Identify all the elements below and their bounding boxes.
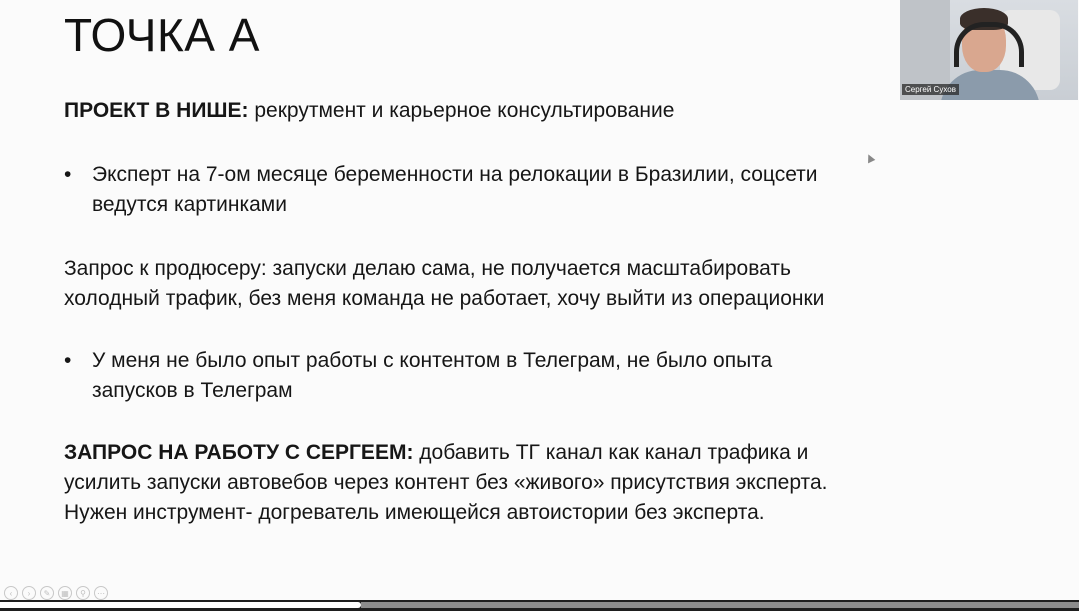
slide-controls [4, 586, 108, 600]
slide-title: ТОЧКА А [64, 9, 260, 61]
project-niche-text: рекрутмент и карьерное консультирование [248, 99, 675, 122]
project-niche-label: ПРОЕКТ В НИШЕ: [64, 99, 249, 122]
bullet-expert [64, 160, 818, 220]
grid-icon[interactable]: ▦ [58, 586, 72, 600]
participant-name: Сергей Сухов [902, 84, 959, 95]
sergey-request-line2: усилить запуски автовебов через контент без «живого» присутствия эксперта. [64, 471, 828, 494]
video-progress-remaining [361, 602, 1079, 608]
producer-request-line2: холодный трафик, без меня команда не работает, хочу выйти из операционки [64, 287, 825, 310]
bullet-marker: • [64, 163, 72, 186]
back-icon[interactable]: ‹ [4, 586, 18, 600]
bullet-marker: • [64, 349, 72, 372]
video-progress-bar[interactable] [0, 600, 1079, 611]
sergey-request-line1: добавить ТГ канал как канал трафика и [413, 441, 809, 464]
bullet-expert-line2: ведутся картинками [92, 193, 287, 216]
zoom-icon[interactable]: ⚲ [76, 586, 90, 600]
bullet-telegram [64, 346, 772, 406]
pencil-icon[interactable]: ✎ [40, 586, 54, 600]
sergey-request [64, 438, 827, 528]
project-niche [64, 96, 674, 126]
sergey-request-label: ЗАПРОС НА РАБОТУ С СЕРГЕЕМ: [64, 441, 414, 464]
mouse-cursor-icon [865, 153, 876, 164]
bullet-expert-line1: Эксперт на 7-ом месяце беременности на релокации в Бразилии, соцсети [92, 163, 818, 186]
play-icon[interactable]: › [22, 586, 36, 600]
headset-icon [954, 22, 1024, 67]
more-icon[interactable]: ⋯ [94, 586, 108, 600]
sergey-request-line3: Нужен инструмент- догреватель имеющейся автоистории без эксперта. [64, 501, 765, 524]
bullet-telegram-line2: запусков в Телеграм [92, 379, 293, 402]
bullet-telegram-line1: У меня не было опыт работы с контентом в Телеграм, не было опыта [92, 349, 773, 372]
video-progress-fill [0, 602, 361, 608]
producer-request [64, 254, 824, 314]
producer-request-line1: Запрос к продюсеру: запуски делаю сама, не получается масштабировать [64, 257, 791, 280]
webcam-video[interactable] [900, 0, 1078, 100]
